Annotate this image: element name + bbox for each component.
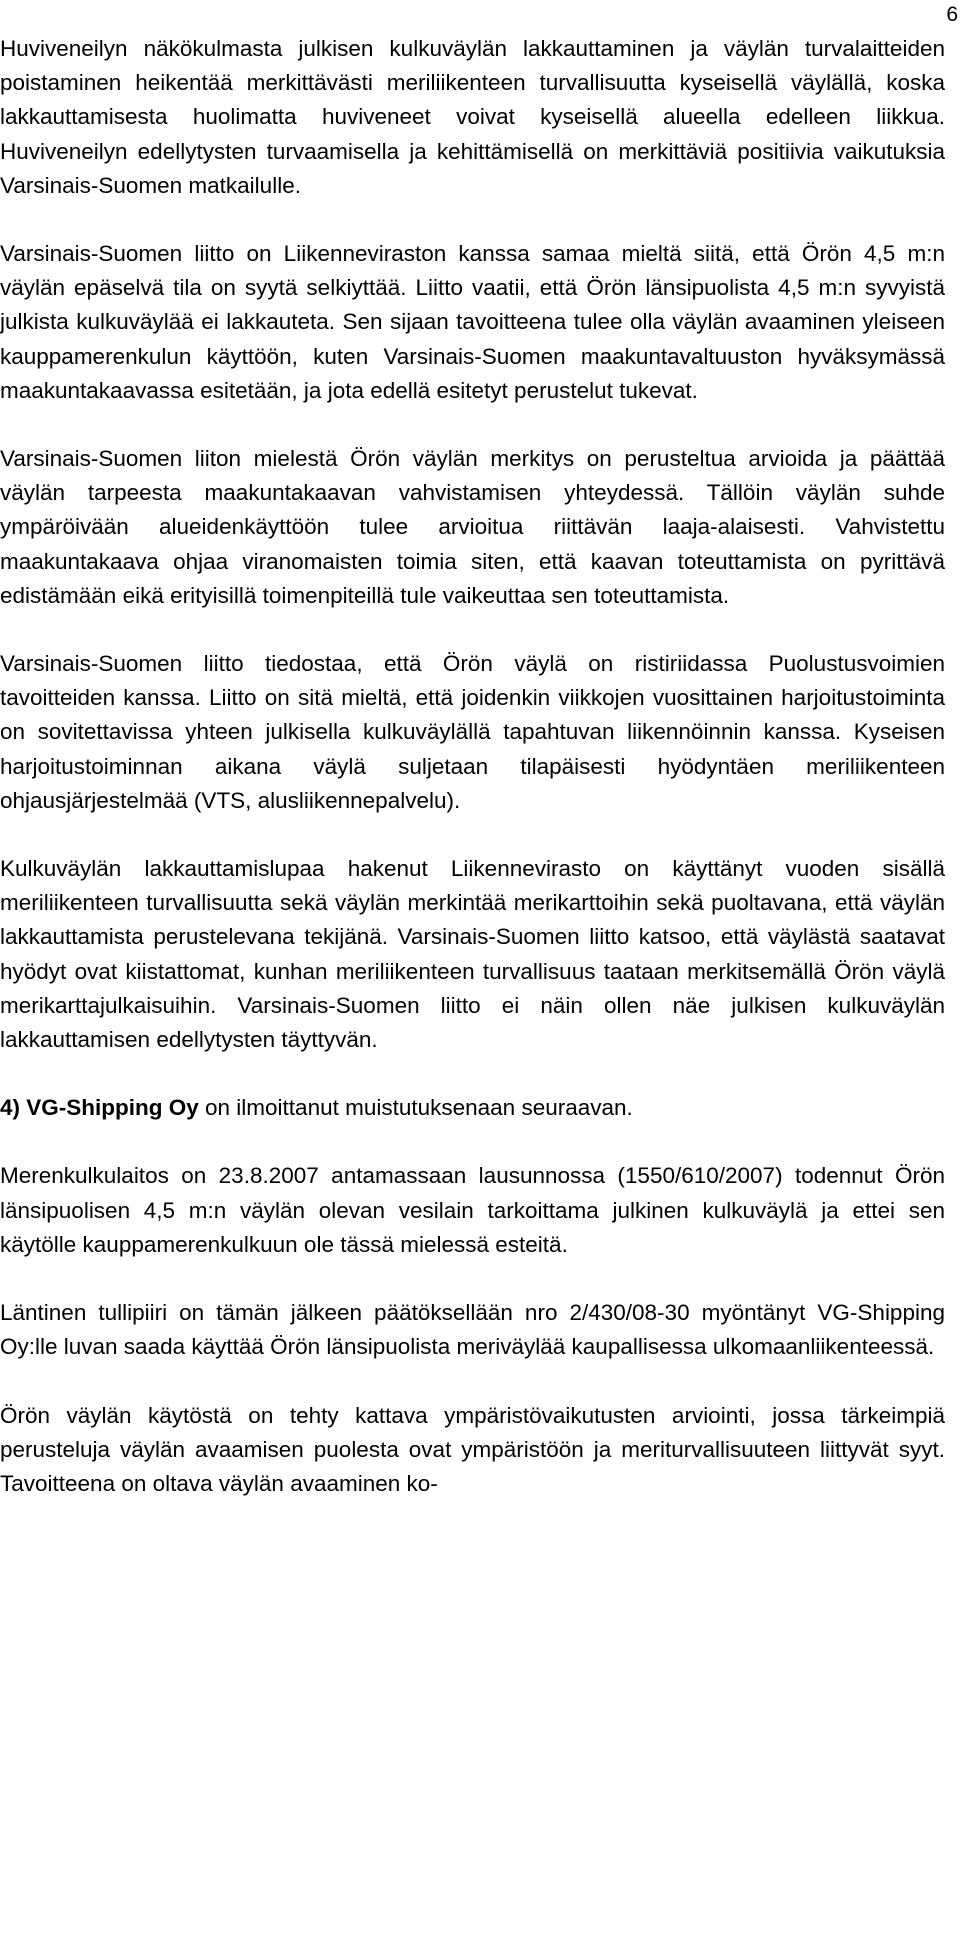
page-number: 6 [946,3,958,26]
paragraph-regional-plan: Varsinais-Suomen liiton mielestä Örön väylän merkitys on perusteltua arvioida ja päättää väylän tarpeesta maakuntakaavan vahvistamisen yhteydessä. Tällöin väylän suhde ympäröivään alueidenkäyttöön tulee arvioitua riittävän laaja-alaisesti. Vahvistettu maakuntakaava ohjaa viranomaisten toimia siten, että kaavan toteuttamista on pyrittävä edistämään eikä erityisillä toimenpiteillä tule vaikeuttaa sen toteuttamista. [0,446,945,608]
section-heading-company: 4) VG-Shipping Oy [0,1095,199,1121]
document-body [0,32,945,1535]
section-heading [0,1091,945,1125]
paragraph-pleasure-boating: Huviveneilyn näkökulmasta julkisen kulkuväylän lakkauttaminen ja väylän turvalaitteiden poistaminen heikentää merkittävästi meriliikenteen turvallisuutta kyseisellä väylällä, koska lakkauttamisesta huolimatta huviveneet voivat kyseisellä alueella edelleen liikkua. Huviveneilyn edellytysten turvaamisella ja kehittämisellä on merkittäviä positiivia vaikutuksia Varsinais-Suomen matkailulle. [0,36,945,198]
paragraph-environmental-assessment: Örön väylän käytöstä on tehty kattava ympäristövaikutusten arviointi, jossa tärkeimpiä perusteluja väylän avaamisen puolesta ovat ympäristöön ja meriturvallisuuteen liittyvät syyt. Tavoitteena on oltava väylän avaaminen ko- [0,1402,945,1496]
paragraph-maritime-administration: Merenkulkulaitos on 23.8.2007 antamassaan lausunnossa (1550/610/2007) todennut Örön länsipuolisen 4,5 m:n väylän olevan vesilain tarkoittama julkinen kulkuväylä ja ettei sen käytölle kauppamerenkulkuun ole tässä mielessä esteitä. [0,1163,945,1257]
paragraph-defence-forces: Varsinais-Suomen liitto tiedostaa, että Örön väylä on ristiriidassa Puolustusvoimien tavoitteiden kanssa. Liitto on sitä mieltä, että joidenkin viikkojen vuosittainen harjoitustoiminta on sovitettavissa yhteen julkisella kulkuväylällä tapahtuvan liikennöinnin kanssa. Kyseisen harjoitustoiminnan aikana väylä suljetaan tilapäisesti hyödyntäen meriliikenteen ohjausjärjestelmää (VTS, alusliikennepalvelu). [0,651,945,813]
paragraph-customs-district: Läntinen tullipiiri on tämän jälkeen päätöksellään nro 2/430/08-30 myöntänyt VG-Shipping Oy:lle luvan saada käyttää Örön länsipuolista meriväylää kaupallisessa ulkomaanliikenteessä. [0,1300,945,1360]
paragraph-transport-agency: Kulkuväylän lakkauttamislupaa hakenut Liikennevirasto on käyttänyt vuoden sisällä meriliikenteen turvallisuutta sekä väylän merkintää merikarttoihin sekä puoltavana, että väylän lakkauttamista perustelevana tekijänä. Varsinais-Suomen liitto katsoo, että väylästä saatavat hyödyt ovat kiistattomat, kunhan meriliikenteen turvallisuus taataan merkitsemällä Örön väylä merikarttajulkaisuihin. Varsinais-Suomen liitto ei näin ollen näe julkisen kulkuväylän lakkauttamisen edellytysten täyttyvän. [0,856,945,1053]
section-heading-text: on ilmoittanut muistutuksenaan seuraavan. [198,1095,633,1121]
paragraph-fairway-status: Varsinais-Suomen liitto on Liikenneviraston kanssa samaa mieltä siitä, että Örön 4,5 m:n väylän epäselvä tila on syytä selkiyttää. Liitto vaatii, että Örön länsipuolista 4,5 m:n syvyistä julkista kulkuväylää ei lakkauteta. Sen sijaan tavoitteena tulee olla väylän avaaminen yleiseen kauppamerenkulun käyttöön, kuten Varsinais-Suomen maakuntavaltuuston hyväksymässä maakuntakaavassa esitetään, ja jota edellä esitetyt perustelut tukevat. [0,241,945,403]
